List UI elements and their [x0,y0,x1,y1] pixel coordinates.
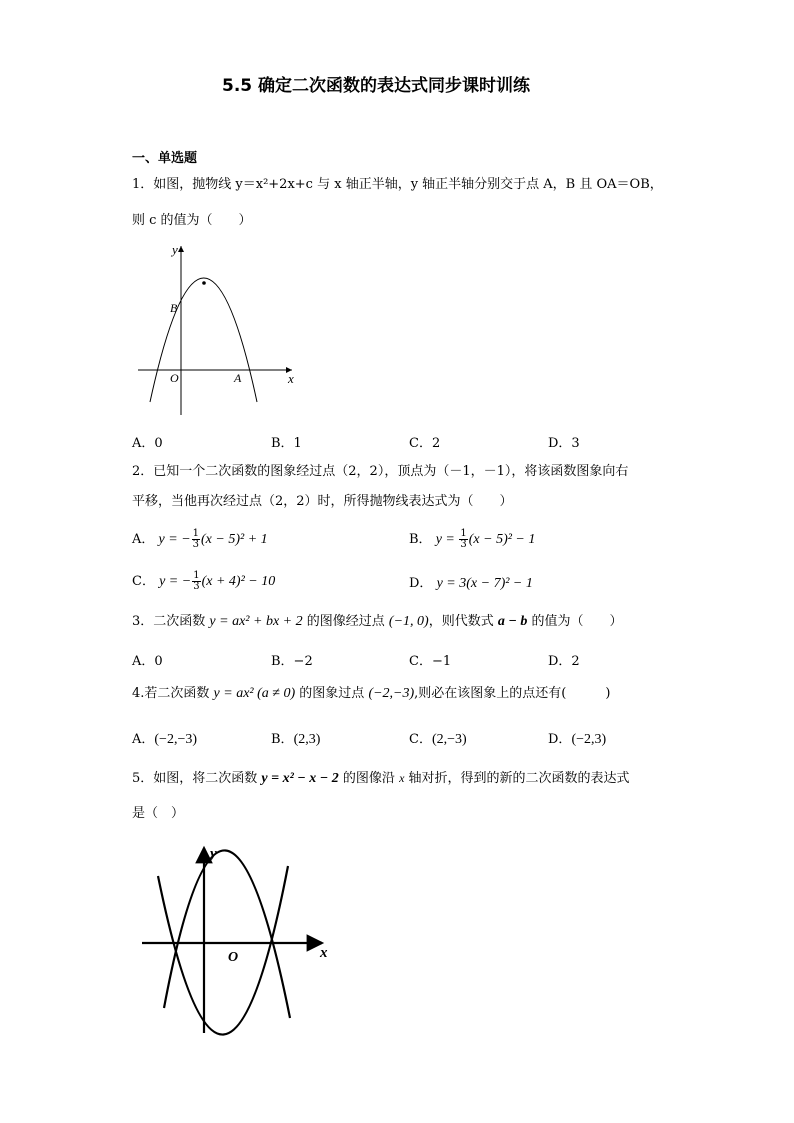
question-2-text-line2: 平移，当他再次经过点（2，2）时，所得抛物线表达式为（ ） [132,494,513,509]
fraction [192,571,200,592]
option-expr-post: (x + 4)² − 10 [201,574,276,589]
question-4-post: ,则必在该图象上的点还有( ) [414,686,611,701]
option-label: D． [548,732,572,747]
option-value: (2,−3) [431,732,467,747]
option-expr-post: (x − 5)² + 1 [201,532,268,547]
fraction-denominator: 3 [460,539,467,550]
option-expr-pre: y = − [159,574,192,589]
option-label: A． [132,532,155,547]
parabola-reflected [158,866,288,1035]
question-4-text [132,686,610,702]
question-3-post: 的值为（ ） [531,614,623,629]
question-3-option-a[interactable]: A．0 [132,654,163,669]
question-1-option-b[interactable]: B．1 [271,436,302,451]
x-axis-label: x [320,945,328,961]
question-4-option-a[interactable] [132,728,197,748]
question-3-expr2: a − b [497,614,528,629]
question-3-pre: 3．二次函数 [132,614,206,629]
origin-label: O [228,950,239,965]
option-label: B． [409,532,432,547]
fraction-denominator: 3 [192,539,200,550]
question-1-option-d[interactable]: D．3 [548,436,580,451]
option-label: B． [271,732,294,747]
question-3-option-b[interactable]: B．−2 [271,654,313,669]
question-3-option-c[interactable]: C．−1 [409,654,452,669]
option-expr-post: (x − 5)² − 1 [468,532,536,547]
fraction [192,529,200,550]
question-5-pre: 5．如图，将二次函数 [132,771,258,786]
question-4-expr: y = ax² (a ≠ 0) [213,686,296,701]
question-2-text-line1: 2．已知一个二次函数的图象经过点（2，2），顶点为（－1，－1），将该函数图象向右 [132,464,629,479]
fraction-numerator: 1 [193,570,200,581]
option-expr: y = 3(x − 7)² − 1 [436,576,533,591]
question-5-post: 轴对折，得到的新的二次函数的表达式 [408,771,630,786]
question-4-point: (−2,−3) [368,686,415,701]
option-expr-pre: y = − [158,532,191,547]
question-3-point: (−1, 0) [388,614,429,629]
y-axis-label: y [172,242,178,257]
question-3-mid2: ，则代数式 [428,614,494,629]
question-4-pre: 4.若二次函数 [132,686,210,701]
question-3-expr: y = ax² + bx + 2 [209,614,303,629]
page-title: 5.5 确定二次函数的表达式同步课时训练 [222,76,531,96]
option-label: C． [409,732,432,747]
question-5-axis: x [399,771,405,785]
question-4-option-c[interactable] [409,728,467,748]
question-5-text-line1 [132,770,630,787]
fraction [459,529,467,550]
question-3-text [132,614,622,630]
option-expr-pre: y = [435,532,459,547]
point-a-label: A [234,371,242,385]
question-1-figure [130,240,310,420]
question-5-mid: 的图像沿 [342,771,395,786]
fraction-numerator: 1 [460,528,467,539]
question-4-option-b[interactable] [271,728,320,748]
section-heading: 一、单选题 [132,151,198,166]
fraction-denominator: 3 [193,581,200,592]
question-3-mid: 的图像经过点 [306,614,385,629]
question-5-figure [138,838,338,1038]
question-4-mid: 的图象过点 [299,686,365,701]
question-2-option-d[interactable] [409,572,533,592]
question-1-text-line2: 则 c 的值为（ ） [132,213,252,228]
origin-label: O [170,371,179,385]
y-axis-label: y [210,846,217,862]
point-b-label: B [170,301,178,315]
option-value: (2,3) [293,732,321,747]
question-2-option-a[interactable] [132,528,268,550]
fraction-numerator: 1 [192,528,200,539]
question-4-option-d[interactable] [548,728,606,748]
option-label: A． [132,732,155,747]
x-axis-label: x [288,371,294,386]
option-value: (−2,−3) [154,732,198,747]
vertex-point [202,281,206,285]
question-5-expr: y = x² − x − 2 [261,771,339,786]
question-2-option-b[interactable] [409,528,535,550]
question-2-option-c[interactable] [132,570,275,592]
question-1-text-line1: 1．如图，抛物线 y＝x²+2x+c 与 x 轴正半轴，y 轴正半轴分别交于点 A，B 且 OA＝OB， [132,177,663,192]
question-3-option-d[interactable]: D．2 [548,654,580,669]
option-label: C． [132,574,155,589]
question-1-option-a[interactable]: A．0 [132,436,163,451]
parabola-original [164,850,290,1018]
option-value: (−2,3) [571,732,607,747]
question-1-option-c[interactable]: C．2 [409,436,441,451]
option-label: D． [409,576,433,591]
question-5-text-line2: 是（ ） [132,806,185,821]
